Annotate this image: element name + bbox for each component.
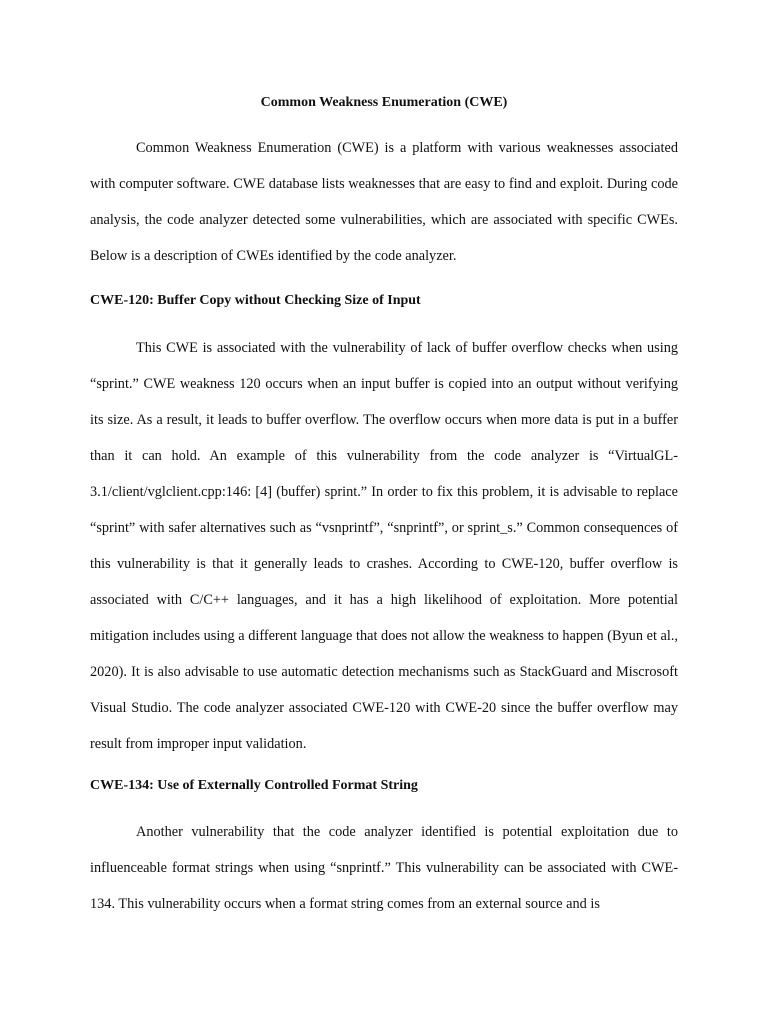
intro-paragraph: Common Weakness Enumeration (CWE) is a platform with various weaknesses associated with computer software. CWE database lists weaknesses that are easy to find and exploit. During code analysis, the code analyzer detected some vulnerabilities, which are associated with specific CWEs. Below is a description of CWEs identified by the code analyzer. — [90, 140, 678, 264]
section-paragraph-cwe-120: This CWE is associated with the vulnerability of lack of buffer overflow checks when using “sprint.” CWE weakness 120 occurs when an input buffer is copied into an output without verifying its size. As a result, it leads to buffer overflow. The overflow occurs when more data is put in a buffer than it can hold. An example of this vulnerability from the code analyzer is “VirtualGL-3.1/client/vglclient.cpp:146: [4] (buffer) sprint.” In order to fix this problem, it is advisable to replace “sprint” with safer alternatives such as “vsnprintf”, “snprintf”, or sprint_s.” Common consequences of this vulnerability is that it generally leads to crashes. According to CWE-120, buffer overflow is associated with C/C++ languages, and it has a high likelihood of exploitation. More potential mitigation includes using a different language that does not allow the weakness to happen (Byun et al., 2020). It is also advisable to use automatic detection mechanisms such as StackGuard and Miscrosoft Visual Studio. The code analyzer associated CWE-120 with CWE-20 since the buffer overflow may result from improper input validation. — [90, 340, 678, 752]
document-title: Common Weakness Enumeration (CWE) — [260, 95, 508, 110]
section-heading-cwe-134: CWE-134: Use of Externally Controlled Format String — [90, 778, 418, 793]
section-paragraph-cwe-134: Another vulnerability that the code analyzer identified is potential exploitation due to influenceable format strings when using “snprintf.” This vulnerability can be associated with CWE-134. This vulnerability occurs when a format string comes from an external source and is — [90, 824, 678, 912]
section-heading-cwe-120: CWE-120: Buffer Copy without Checking Size of Input — [90, 293, 421, 308]
document-page — [90, 0, 678, 1024]
